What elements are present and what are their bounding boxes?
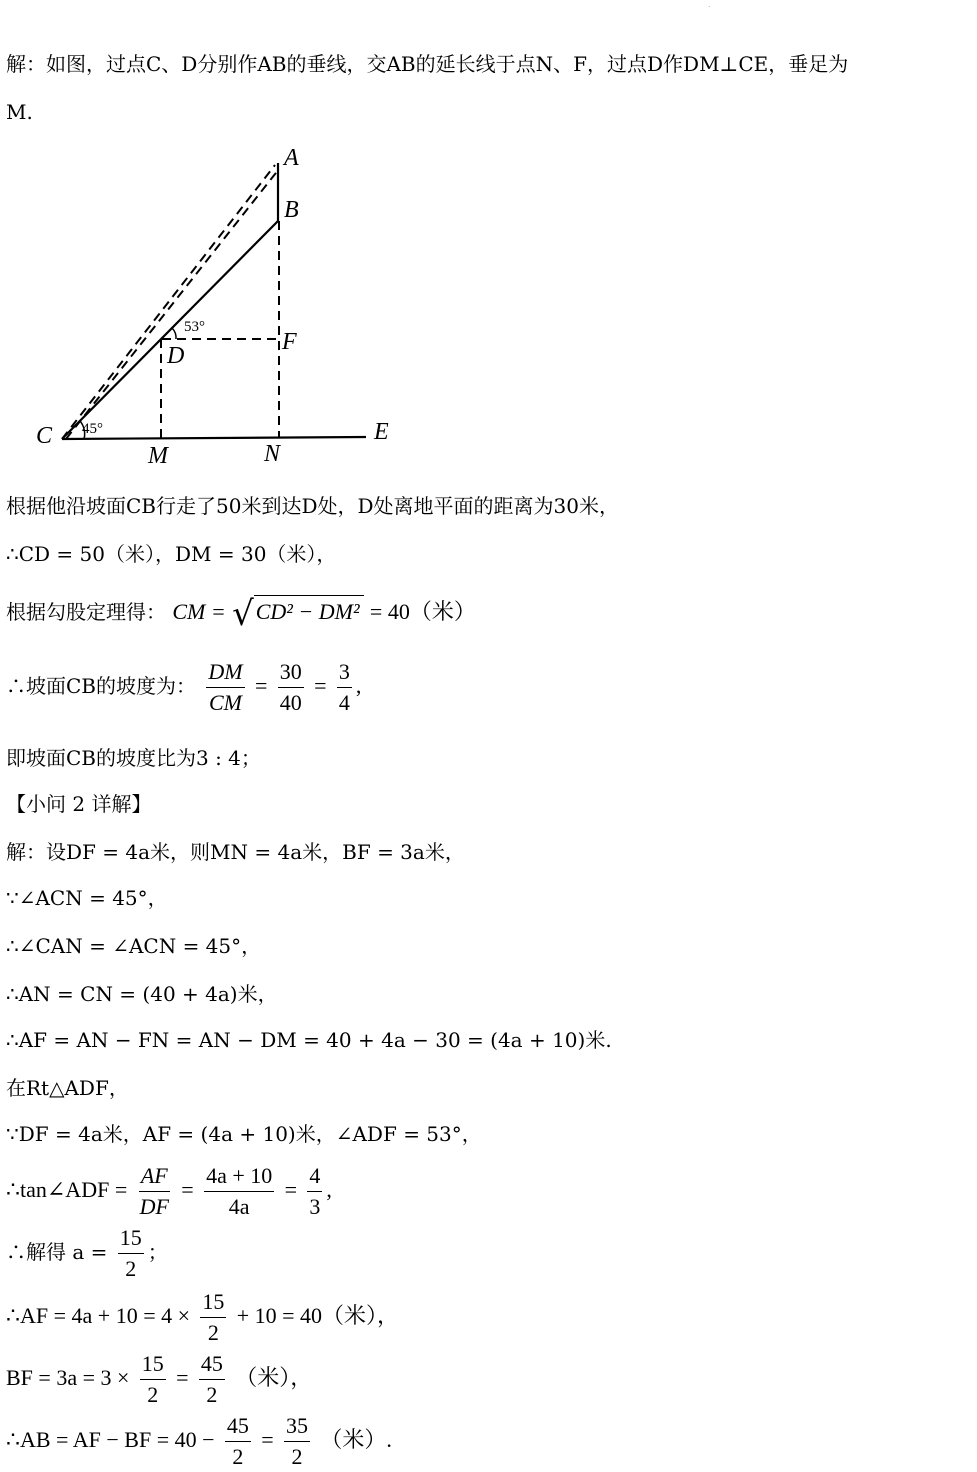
angle-label-53: 53° [184, 319, 205, 335]
angle-arc-d [172, 328, 176, 339]
label-n: N [264, 441, 281, 467]
label-e: E [374, 419, 389, 445]
frac-af-df: $\frac{AF}{DF}$ [139, 1163, 169, 1219]
frac-30-40: $\frac{30}{40}$ [279, 659, 302, 715]
line-ca-1 [62, 165, 275, 439]
frac-15-2-b: $\frac{15}{2}$ [202, 1289, 225, 1345]
part2-line-11: BF = 3a = 3 × $\frac{15}{2}$ = $\frac{45}{2}$ （米）， [6, 1348, 312, 1410]
line-ca-2 [66, 169, 279, 439]
tan-prefix: ∴tan∠ADF = [6, 1177, 128, 1202]
label-b: B [284, 197, 299, 223]
sqrt-icon: √ [232, 594, 254, 634]
frac-4a10-4a: $\frac{4a + 10}{4a}$ [206, 1163, 273, 1219]
frac-dm-cm: $\frac{DM}{CM}$ [208, 659, 243, 715]
pythag-radicand: CD² − DM² [254, 595, 364, 626]
frac-45-2-b: $\frac{45}{2}$ [226, 1413, 249, 1469]
part1-line-2: ∴CD = 50（米），DM = 30（米）， [6, 542, 337, 566]
bf-suffix: （米）， [235, 1365, 313, 1390]
part2-line-3: ∴∠CAN = ∠ACN = 45°， [6, 934, 262, 958]
line-cb [62, 221, 278, 439]
part2-line-1: 解：设DF = 4a米，则MN = 4a米，BF = 3a米， [6, 840, 465, 864]
pythag-result: = 40（米） [369, 599, 476, 624]
pythag-prefix: 根据勾股定理得： [6, 600, 166, 624]
part2-line-5: ∴AF = AN − FN = AN − DM = 40 + 4a − 30 = (4a + 10)米. [6, 1028, 612, 1052]
line-ce [62, 437, 366, 439]
frac-35-2: $\frac{35}{2}$ [286, 1413, 309, 1469]
part2-line-7: ∵DF = 4a米，AF = (4a + 10)米，∠ADF = 53°， [6, 1122, 482, 1146]
angle-label-45: 45° [82, 421, 103, 437]
frac-15-2-c: $\frac{15}{2}$ [141, 1351, 164, 1407]
frac-4-3: $\frac{4}{3}$ [309, 1163, 321, 1219]
ab-suffix: （米）. [320, 1427, 392, 1452]
frac-3-4: $\frac{3}{4}$ [338, 659, 350, 715]
bf-prefix: BF = 3a = 3 × [6, 1365, 130, 1390]
part1-line-1: 根据他沿坡面CB行走了50米到达D处，D处离地平面的距离为30米， [6, 494, 619, 518]
ab-prefix: ∴AB = AF − BF = 40 − [6, 1427, 215, 1452]
label-c: C [36, 423, 53, 449]
pythag-cm: CM = [172, 599, 226, 624]
label-d: D [167, 343, 185, 369]
part1-line-5: 即坡面CB的坡度比为3 : 4； [6, 746, 261, 770]
part2-line-2: ∵∠ACN = 45°， [6, 886, 168, 910]
part2-line-10 [6, 1286, 399, 1348]
part1-line-3 [6, 592, 476, 634]
label-a: A [284, 145, 299, 171]
geometry-diagram [20, 135, 440, 475]
intro-line-1: 解：如图，过点C、D分别作AB的垂线，交AB的延长线于点N、F，过点D作DM⊥CE，垂足为 [6, 52, 849, 76]
corner-mark: . [708, 0, 711, 9]
frac-45-2: $\frac{45}{2}$ [200, 1351, 223, 1407]
af-suffix: + 10 = 40（米）， [236, 1303, 400, 1328]
part2-heading: 【小问 2 详解】 [6, 792, 152, 816]
part2-line-4: ∴AN = CN = (40 + 4a)米， [6, 982, 278, 1006]
part2-line-6: 在Rt△ADF， [6, 1076, 129, 1100]
slope-prefix: ∴坡面CB的坡度为： [6, 674, 196, 698]
part2-line-8: ∴tan∠ADF = $\frac{AF}{DF}$ = $\frac{4a + 10}{4a}$ = $\frac{4}{3}$ , [6, 1160, 332, 1222]
part1-line-4: ∴坡面CB的坡度为： $\frac{DM}{CM}$ = $\frac{30}{40}$ = $\frac{3}{4}$ , [6, 654, 361, 718]
part2-line-9: ∴解得 a = $\frac{15}{2}$ ； [6, 1222, 168, 1284]
solve-prefix: ∴解得 a = [6, 1240, 108, 1264]
intro-line-2: M. [6, 100, 33, 124]
label-m: M [148, 443, 168, 469]
frac-15-2: $\frac{15}{2}$ [119, 1225, 142, 1281]
label-f: F [282, 329, 297, 355]
af-prefix: ∴AF = 4a + 10 = 4 × [6, 1303, 191, 1328]
part2-line-12: ∴AB = AF − BF = 40 − $\frac{45}{2}$ = $\frac{35}{2}$ （米）. [6, 1410, 392, 1472]
